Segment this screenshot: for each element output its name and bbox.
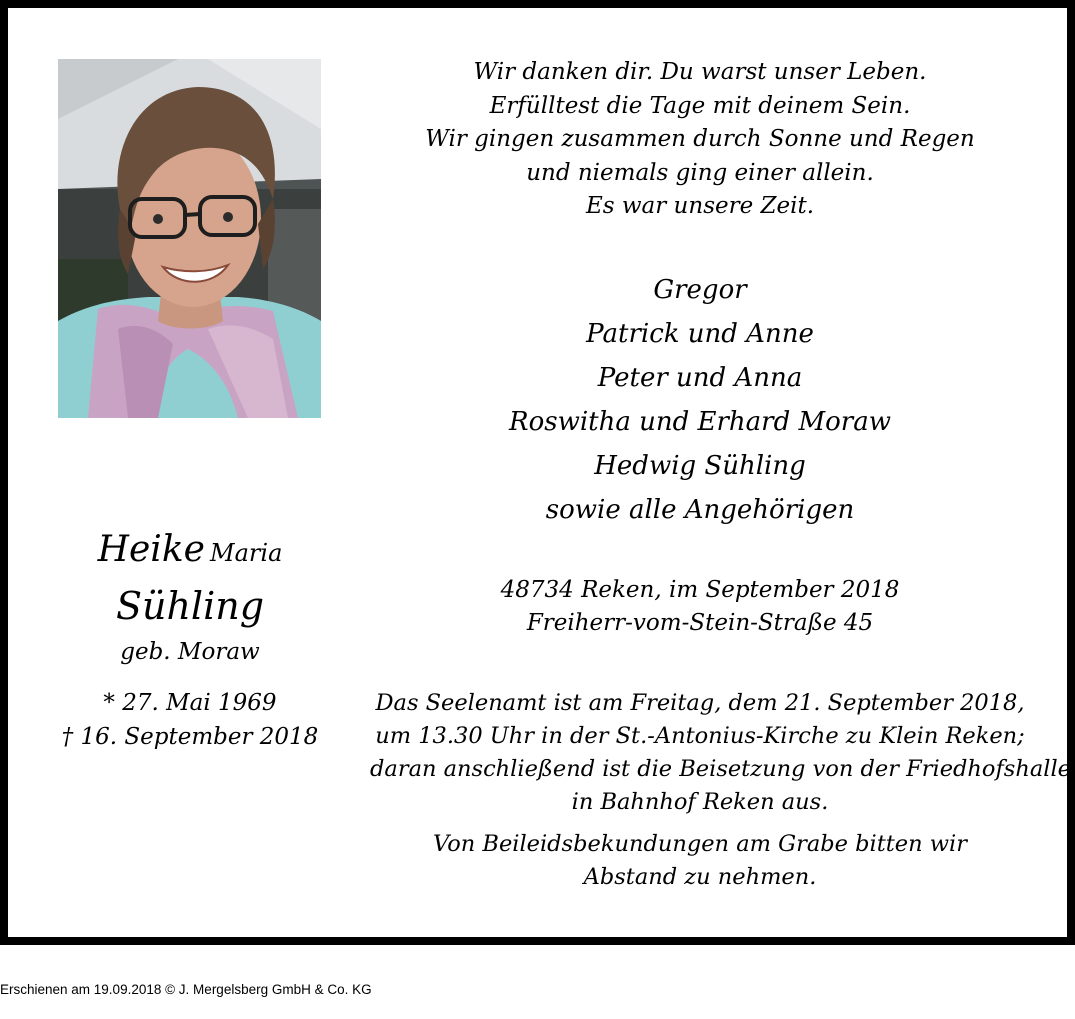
mourner: Patrick und Anne <box>586 319 814 349</box>
first-name: Heike <box>97 529 205 570</box>
poem-line: Es war unsere Zeit. <box>585 193 815 219</box>
middle-name: Maria <box>210 539 283 567</box>
portrait-illustration <box>58 59 321 418</box>
mourner: Hedwig Sühling <box>594 451 806 481</box>
address-block <box>370 574 1030 640</box>
birth-date: * 27. Mai 1969 <box>103 690 277 716</box>
poem-line: und niemals ging einer allein. <box>526 159 874 186</box>
publication-footer: Erschienen am 19.09.2018 © J. Mergelsberg GmbH & Co. KG <box>0 982 372 997</box>
condolence-line: Abstand zu nehmen. <box>583 864 817 890</box>
mourner: Gregor <box>653 275 747 305</box>
mourner: Peter und Anna <box>597 363 803 393</box>
poem-line: Wir gingen zusammen durch Sonne und Regen <box>425 126 975 152</box>
deceased-first-name <box>40 528 340 578</box>
poem-line: Wir danken dir. Du warst unser Leben. <box>473 59 927 85</box>
address-line: 48734 Reken, im September 2018 <box>500 577 900 603</box>
condolence-notice <box>370 828 1030 894</box>
mourner: sowie alle Angehörigen <box>545 495 855 525</box>
service-line: Das Seelenamt ist am Freitag, dem 21. September 2018, <box>375 690 1025 716</box>
service-notice <box>370 687 1071 819</box>
condolence-line: Von Beileidsbekundungen am Grabe bitten wir <box>433 831 967 857</box>
portrait-photo <box>58 59 321 418</box>
poem <box>370 56 1030 224</box>
life-dates <box>40 686 340 754</box>
deceased-last-name: Sühling <box>115 584 265 628</box>
poem-line: Erfülltest die Tage mit deinem Sein. <box>489 92 911 119</box>
mourner: Roswitha und Erhard Moraw <box>509 407 891 437</box>
death-date: † 16. September 2018 <box>61 724 319 750</box>
address-line: Freiherr-vom-Stein-Straße 45 <box>526 610 874 636</box>
service-line: daran anschließend ist die Beisetzung von der Friedhofshalle <box>370 756 1071 782</box>
mourners-list <box>370 268 1030 532</box>
service-line: um 13.30 Uhr in der St.-Antonius-Kirche zu Klein Reken; <box>375 723 1025 749</box>
service-line: in Bahnhof Reken aus. <box>571 789 829 815</box>
maiden-name: geb. Moraw <box>120 639 260 665</box>
